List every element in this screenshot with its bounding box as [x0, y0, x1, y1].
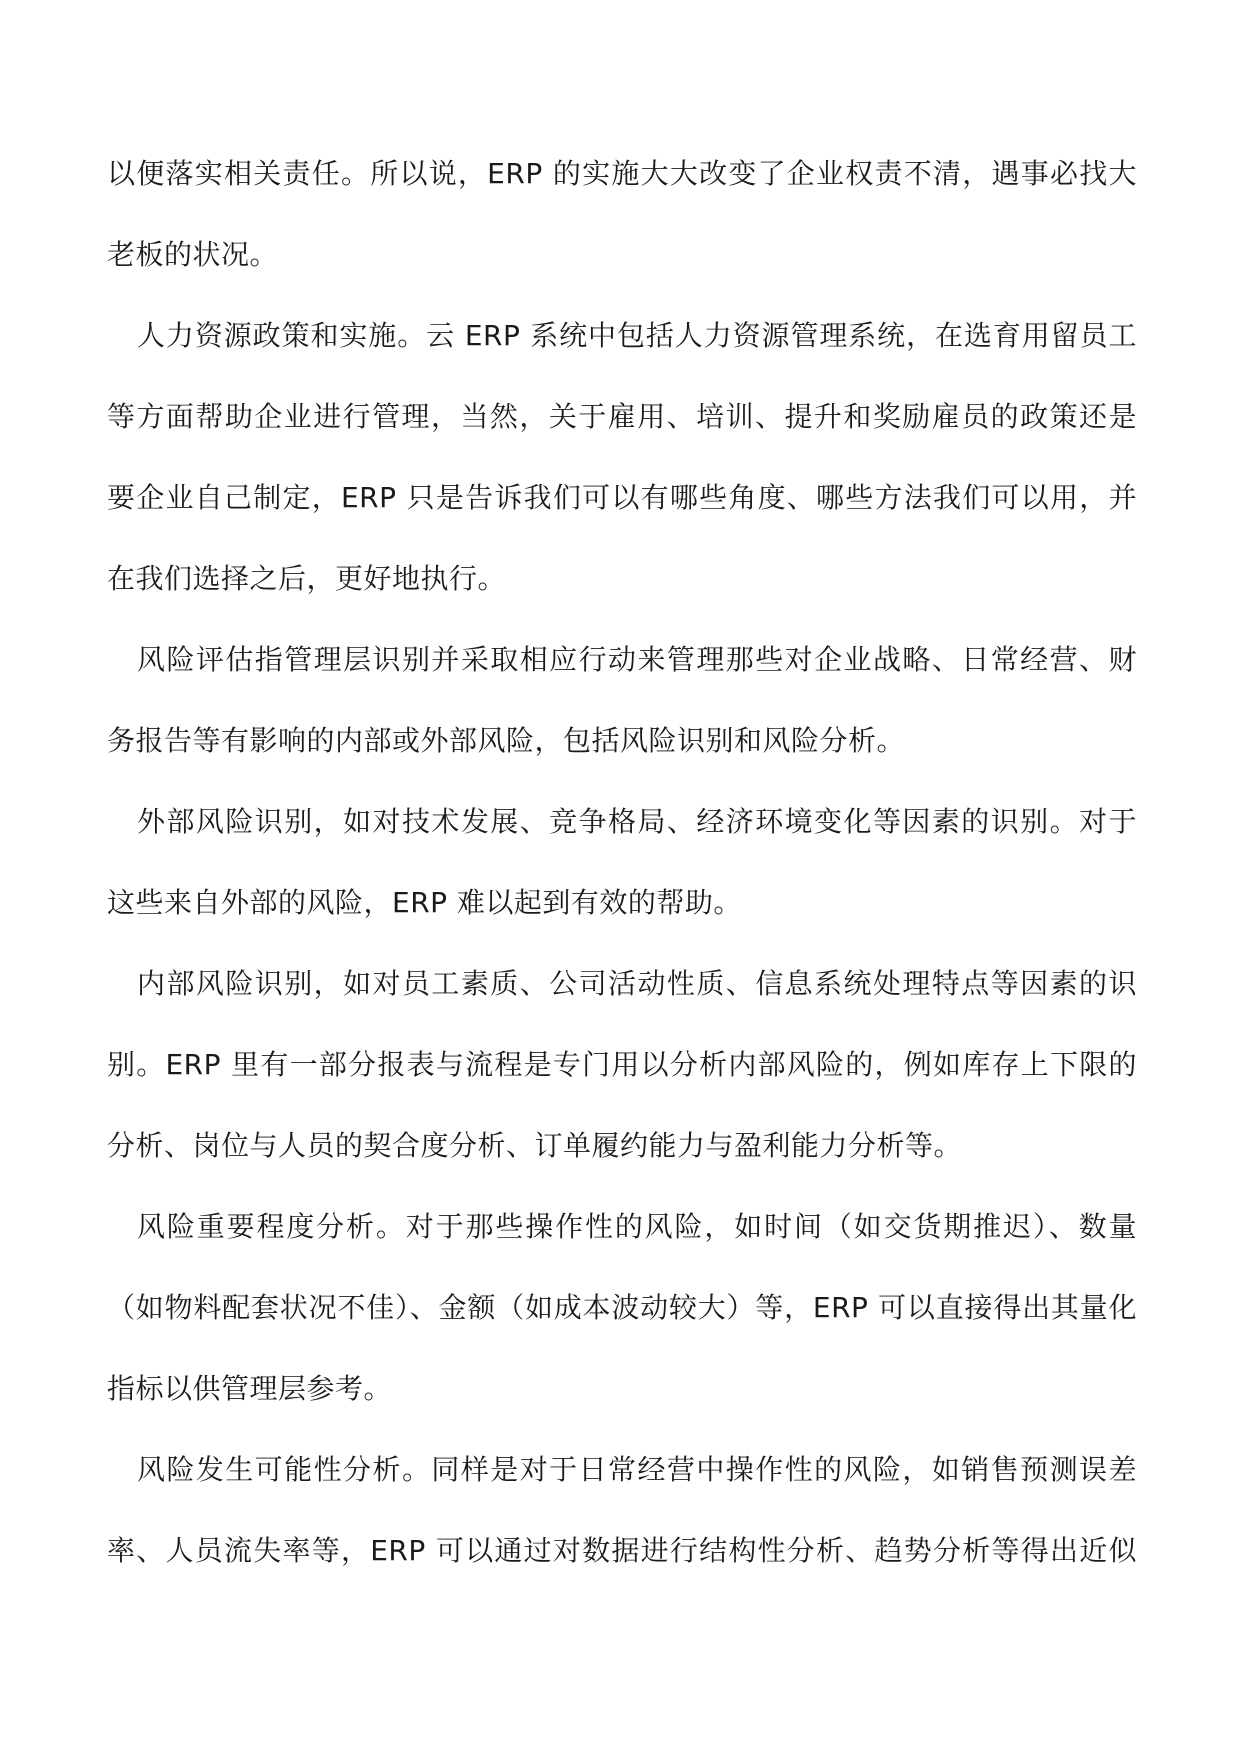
text-line: 风险发生可能性分析。同样是对于日常经营中操作性的风险，如销售预测误差 [137, 1453, 1137, 1486]
text-line: 分析、岗位与人员的契合度分析、订单履约能力与盈利能力分析等。 [107, 1129, 963, 1162]
document-body [107, 157, 1137, 1618]
text-line: 以便落实相关责任。所以说，ERP 的实施大大改变了企业权责不清，遇事必找大 [107, 157, 1137, 190]
text-line: 外部风险识别，如对技术发展、竞争格局、经济环境变化等因素的识别。对于 [137, 805, 1137, 838]
text-line: （如物料配套状况不佳）、金额（如成本波动较大）等，ERP 可以直接得出其量化 [107, 1291, 1137, 1324]
text-line: 在我们选择之后，更好地执行。 [107, 562, 507, 595]
text-line: 风险评估指管理层识别并采取相应行动来管理那些对企业战略、日常经营、财 [137, 643, 1137, 676]
text-line: 务报告等有影响的内部或外部风险，包括风险识别和风险分析。 [107, 724, 906, 757]
text-line: 人力资源政策和实施。云 ERP 系统中包括人力资源管理系统，在选育用留员工 [137, 319, 1137, 352]
text-line: 内部风险识别，如对员工素质、公司活动性质、信息系统处理特点等因素的识 [137, 967, 1137, 1000]
text-line: 率、人员流失率等，ERP 可以通过对数据进行结构性分析、趋势分析等得出近似 [107, 1534, 1137, 1567]
text-line: 风险重要程度分析。对于那些操作性的风险，如时间（如交货期推迟）、数量 [137, 1210, 1137, 1243]
text-line: 要企业自己制定，ERP 只是告诉我们可以有哪些角度、哪些方法我们可以用，并 [107, 481, 1137, 514]
text-line: 老板的状况。 [107, 238, 279, 271]
text-line: 指标以供管理层参考。 [107, 1372, 393, 1405]
text-line: 这些来自外部的风险，ERP 难以起到有效的帮助。 [107, 886, 742, 919]
text-line: 等方面帮助企业进行管理，当然，关于雇用、培训、提升和奖励雇员的政策还是 [107, 400, 1137, 433]
text-line: 别。ERP 里有一部分报表与流程是专门用以分析内部风险的，例如库存上下限的 [107, 1048, 1137, 1081]
